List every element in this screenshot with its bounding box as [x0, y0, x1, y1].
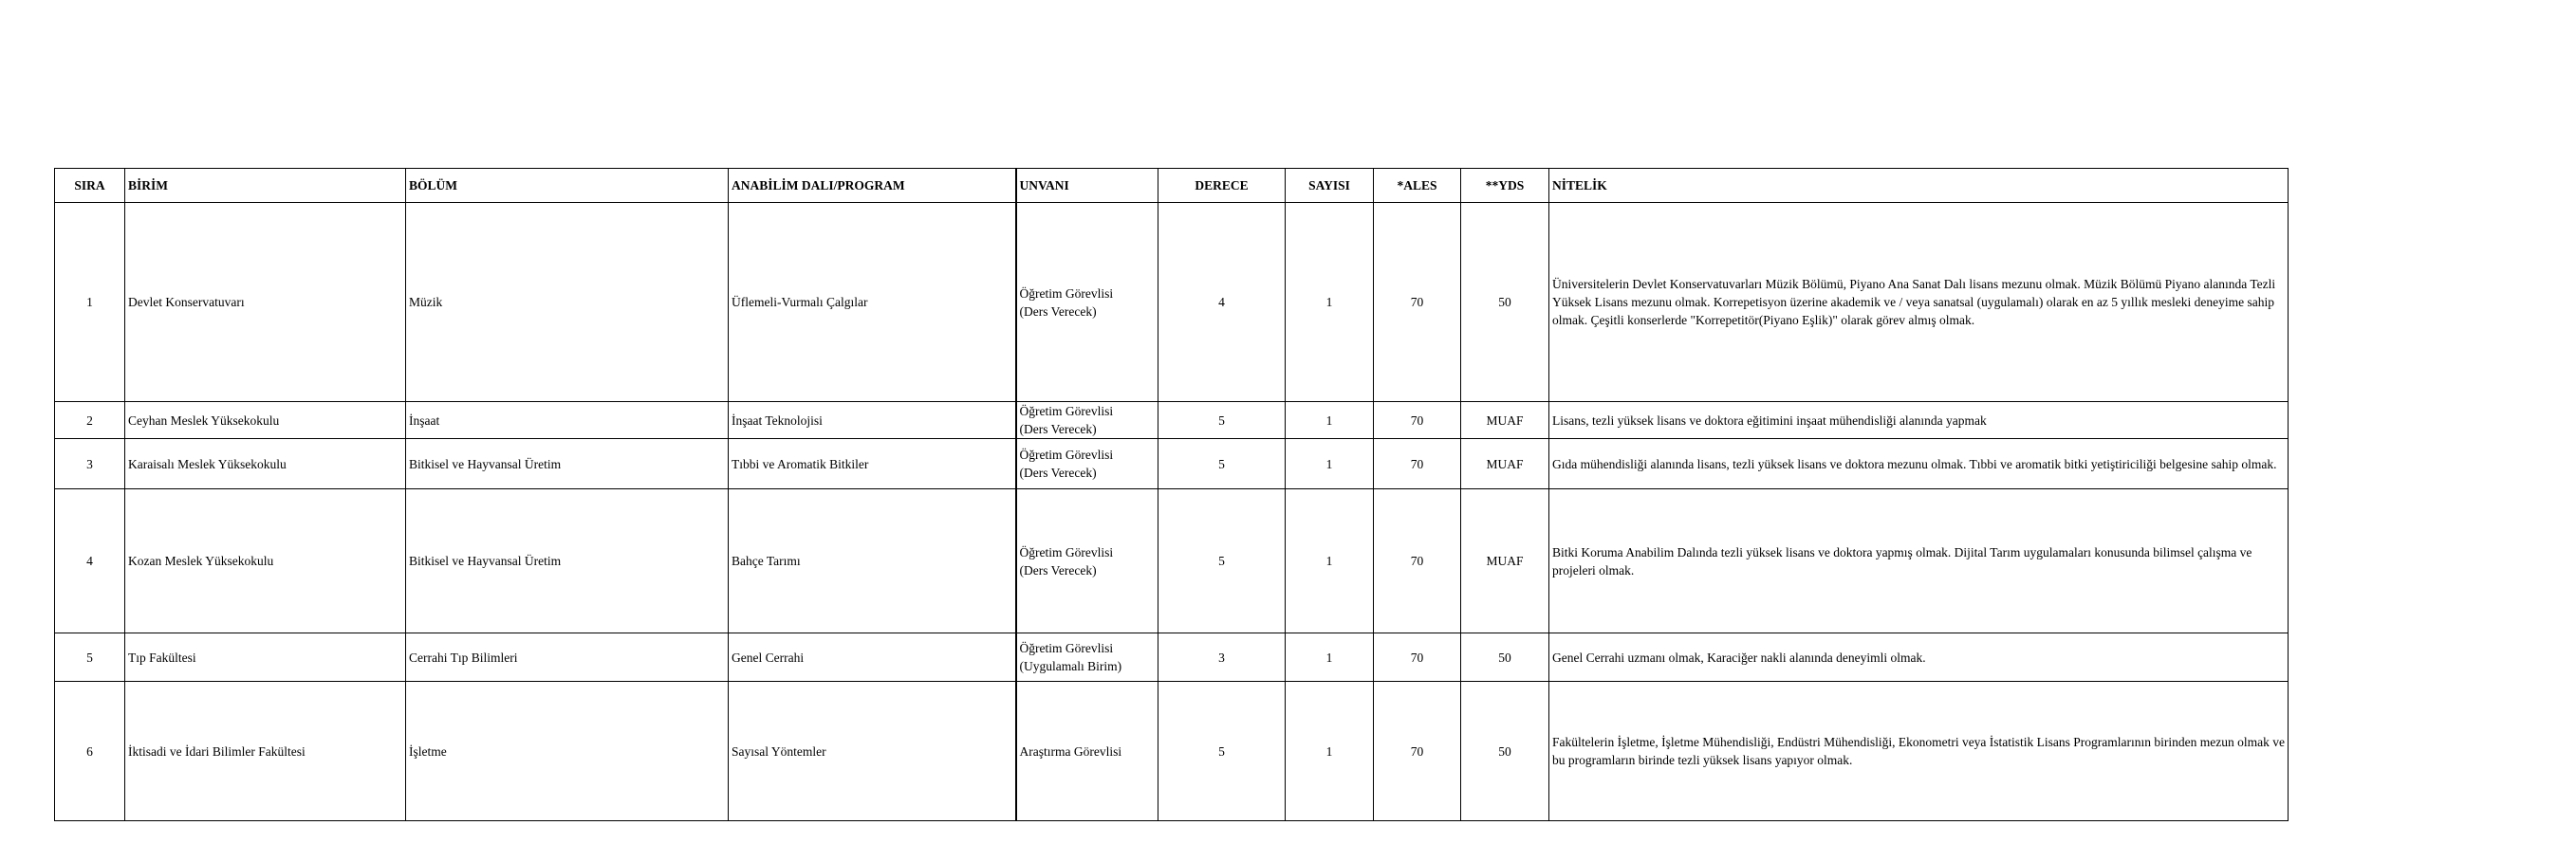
header-row — [55, 169, 2289, 203]
cell-nitelik: Gıda mühendisliği alanında lisans, tezli yüksek lisans ve doktora mezunu olmak. Tıbbi ve aromatik bitki yetiştiriciliği belgesine sahip olmak. — [1549, 439, 2289, 489]
cell-ales: 70 — [1374, 402, 1461, 439]
cell-derece: 5 — [1158, 682, 1286, 821]
cell-yds: 50 — [1461, 203, 1549, 402]
cell-anabilim: Tıbbi ve Aromatik Bitkiler — [729, 439, 1016, 489]
cell-unvani: Öğretim Görevlisi (Ders Verecek) — [1016, 203, 1158, 402]
header-yds: **YDS — [1461, 169, 1549, 203]
cell-yds: 50 — [1461, 633, 1549, 682]
cell-sira: 5 — [55, 633, 125, 682]
cell-bolum: Cerrahi Tıp Bilimleri — [406, 633, 729, 682]
cell-sayisi: 1 — [1286, 682, 1374, 821]
cell-yds: MUAF — [1461, 489, 1549, 633]
cell-anabilim: Bahçe Tarımı — [729, 489, 1016, 633]
table-row — [55, 203, 2289, 402]
cell-sayisi: 1 — [1286, 402, 1374, 439]
cell-sira: 2 — [55, 402, 125, 439]
header-sira: SIRA — [55, 169, 125, 203]
cell-derece: 5 — [1158, 489, 1286, 633]
cell-yds: 50 — [1461, 682, 1549, 821]
cell-bolum: Bitkisel ve Hayvansal Üretim — [406, 439, 729, 489]
cell-unvani: Öğretim Görevlisi (Ders Verecek) — [1016, 402, 1158, 439]
cell-sayisi: 1 — [1286, 633, 1374, 682]
cell-birim: Karaisalı Meslek Yüksekokulu — [125, 439, 406, 489]
cell-nitelik: Genel Cerrahi uzmanı olmak, Karaciğer nakli alanında deneyimli olmak. — [1549, 633, 2289, 682]
cell-birim: Kozan Meslek Yüksekokulu — [125, 489, 406, 633]
header-derece: DERECE — [1158, 169, 1286, 203]
header-sayisi: SAYISI — [1286, 169, 1374, 203]
table-row — [55, 439, 2289, 489]
cell-bolum: Bitkisel ve Hayvansal Üretim — [406, 489, 729, 633]
cell-bolum: İnşaat — [406, 402, 729, 439]
cell-yds: MUAF — [1461, 439, 1549, 489]
cell-sayisi: 1 — [1286, 203, 1374, 402]
cell-bolum: İşletme — [406, 682, 729, 821]
cell-unvani: Öğretim Görevlisi (Uygulamalı Birim) — [1016, 633, 1158, 682]
cell-nitelik: Lisans, tezli yüksek lisans ve doktora eğitimini inşaat mühendisliği alanında yapmak — [1549, 402, 2289, 439]
header-birim: BİRİM — [125, 169, 406, 203]
table-row — [55, 402, 2289, 439]
cell-yds: MUAF — [1461, 402, 1549, 439]
header-ales: *ALES — [1374, 169, 1461, 203]
header-nitelik: NİTELİK — [1549, 169, 2289, 203]
cell-derece: 4 — [1158, 203, 1286, 402]
positions-table — [54, 168, 2289, 821]
cell-bolum: Müzik — [406, 203, 729, 402]
cell-sira: 4 — [55, 489, 125, 633]
cell-nitelik: Üniversitelerin Devlet Konservatuvarları Müzik Bölümü, Piyano Ana Sanat Dalı lisans mezunu olmak. Müzik Bölümü Piyano alanında Tezli Yüksek Lisans mezunu olmak. Korrepetisyon üzerine akademik ve / veya sanatsal (uygulamalı) olarak en az 5 yıllık mesleki deneyime sahip olmak. Çeşitli konserlerde "Korrepetitör(Piyano Eşlik)" olarak görev almış olmak. — [1549, 203, 2289, 402]
cell-sira: 1 — [55, 203, 125, 402]
cell-ales: 70 — [1374, 633, 1461, 682]
header-unvani: UNVANI — [1016, 169, 1158, 203]
cell-birim: Tıp Fakültesi — [125, 633, 406, 682]
table-row — [55, 633, 2289, 682]
header-anabilim: ANABİLİM DALI/PROGRAM — [729, 169, 1016, 203]
cell-sira: 6 — [55, 682, 125, 821]
cell-anabilim: Üflemeli-Vurmalı Çalgılar — [729, 203, 1016, 402]
cell-unvani: Öğretim Görevlisi (Ders Verecek) — [1016, 489, 1158, 633]
cell-birim: Ceyhan Meslek Yüksekokulu — [125, 402, 406, 439]
cell-nitelik: Fakültelerin İşletme, İşletme Mühendisliği, Endüstri Mühendisliği, Ekonometri veya İstatistik Lisans Programlarının birinden mezun olmak ve bu programların birinde tezli yüksek lisans yapıyor olmak. — [1549, 682, 2289, 821]
cell-ales: 70 — [1374, 439, 1461, 489]
cell-sayisi: 1 — [1286, 439, 1374, 489]
cell-ales: 70 — [1374, 203, 1461, 402]
cell-nitelik: Bitki Koruma Anabilim Dalında tezli yüksek lisans ve doktora yapmış olmak. Dijital Tarım uygulamaları konusunda bilimsel çalışma ve projeleri olmak. — [1549, 489, 2289, 633]
cell-ales: 70 — [1374, 682, 1461, 821]
cell-birim: İktisadi ve İdari Bilimler Fakültesi — [125, 682, 406, 821]
cell-unvani: Öğretim Görevlisi (Ders Verecek) — [1016, 439, 1158, 489]
cell-anabilim: İnşaat Teknolojisi — [729, 402, 1016, 439]
header-bolum: BÖLÜM — [406, 169, 729, 203]
cell-anabilim: Genel Cerrahi — [729, 633, 1016, 682]
cell-anabilim: Sayısal Yöntemler — [729, 682, 1016, 821]
cell-derece: 3 — [1158, 633, 1286, 682]
cell-unvani: Araştırma Görevlisi — [1016, 682, 1158, 821]
cell-ales: 70 — [1374, 489, 1461, 633]
cell-birim: Devlet Konservatuvarı — [125, 203, 406, 402]
cell-sayisi: 1 — [1286, 489, 1374, 633]
cell-sira: 3 — [55, 439, 125, 489]
table-row — [55, 489, 2289, 633]
cell-derece: 5 — [1158, 402, 1286, 439]
cell-derece: 5 — [1158, 439, 1286, 489]
table-row — [55, 682, 2289, 821]
